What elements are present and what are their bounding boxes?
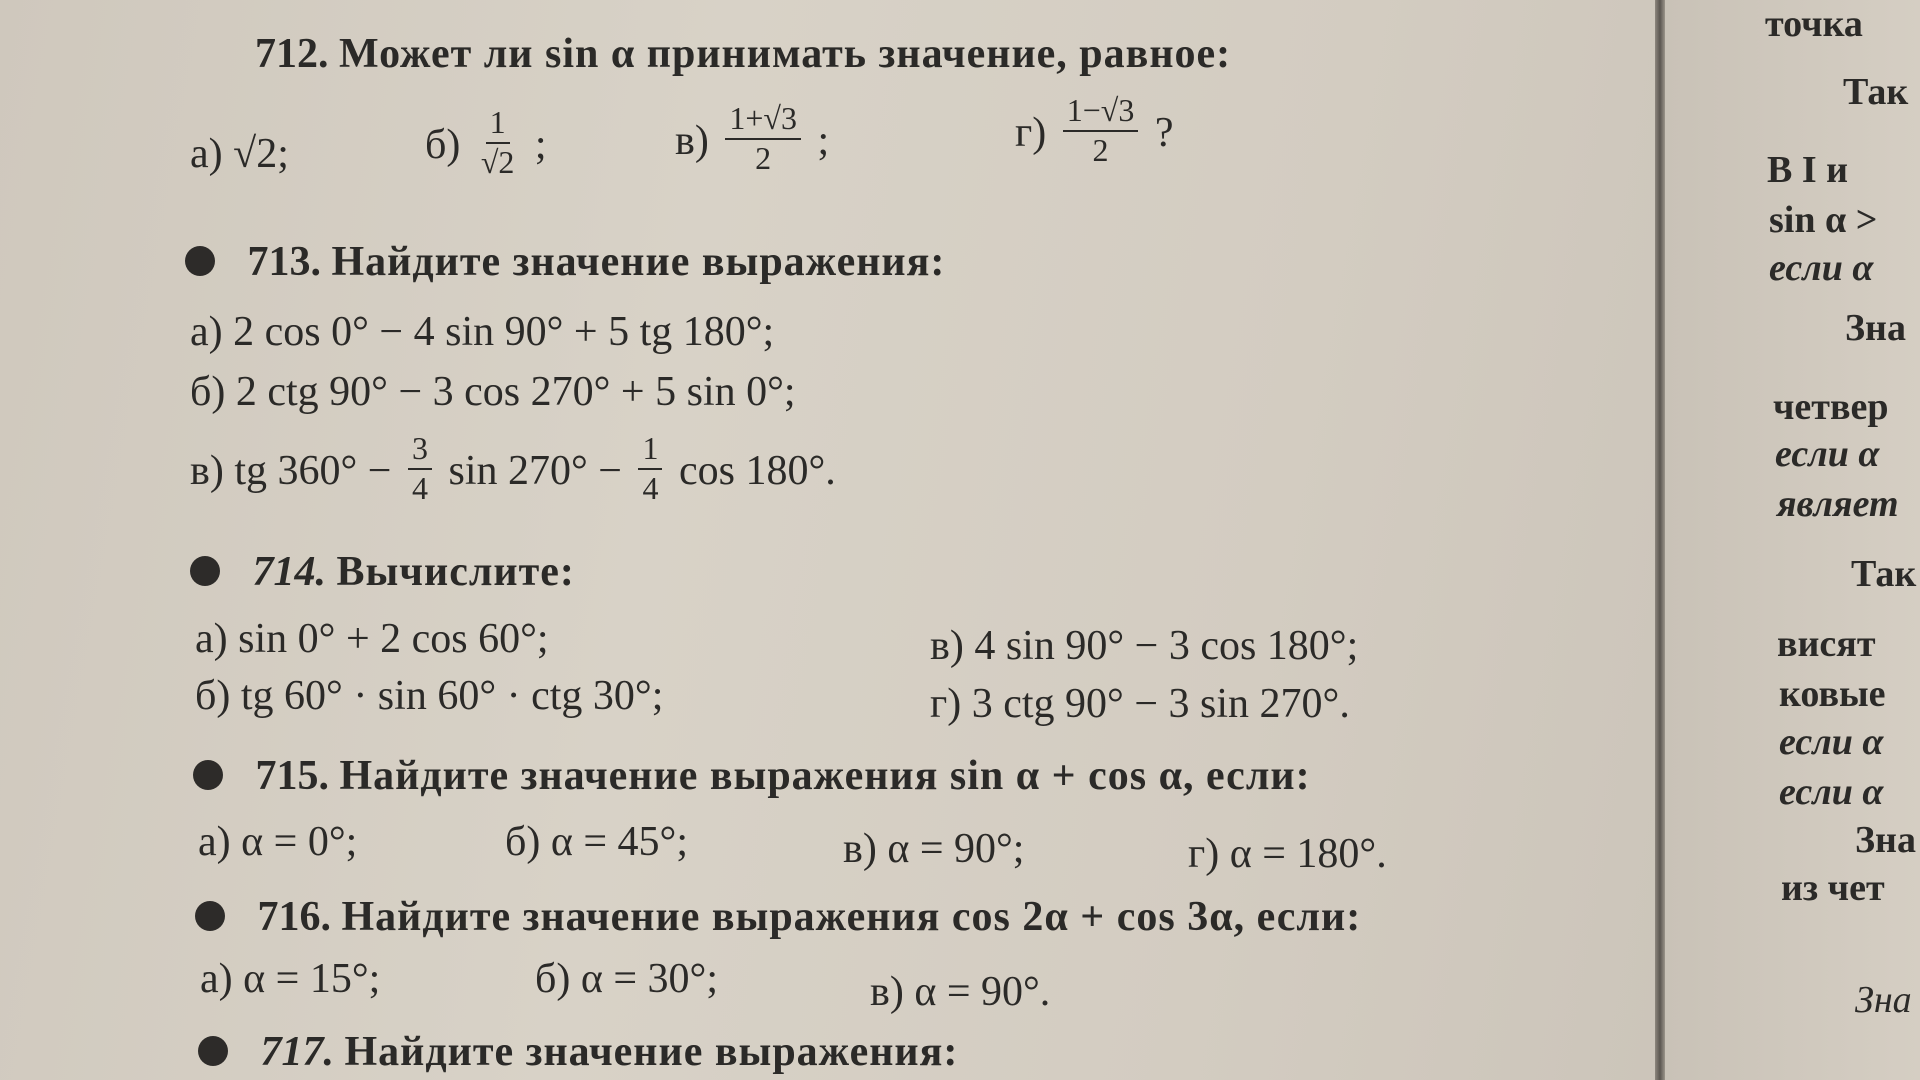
problem-714-g: г) 3 ctg 90° − 3 sin 270°. <box>930 681 1350 727</box>
problem-714-a: а) sin 0° + 2 cos 60°; <box>195 616 549 662</box>
problem-712-option-g: г) $\frac{1-√3}{2}$ ? <box>1015 92 1174 168</box>
right-line: sin α > <box>1769 199 1878 241</box>
problem-715-heading <box>193 752 1311 800</box>
problem-715-title: Найдите значение выражения sin α + cos α, если: <box>339 753 1311 799</box>
right-line: Так <box>1851 553 1917 595</box>
problem-715-number: 715. <box>255 753 329 799</box>
bullet-icon <box>193 760 223 790</box>
right-line: если α <box>1779 721 1884 763</box>
problem-712-heading <box>255 30 1231 78</box>
problem-712-option-b: б) $\frac{1}{√2}$ ; <box>425 104 547 180</box>
bullet-icon <box>198 1036 228 1066</box>
fraction: $\frac{3}{4}$ <box>408 432 432 505</box>
problem-713-b: б) 2 ctg 90° − 3 cos 270° + 5 sin 0°; <box>190 369 796 415</box>
right-line: ковые <box>1779 673 1886 715</box>
problem-713-title: Найдите значение выражения: <box>331 239 946 285</box>
problem-716-a: а) α = 15°; <box>200 956 381 1002</box>
right-line: висят <box>1777 623 1876 665</box>
problem-717-number: 717. <box>260 1029 334 1075</box>
problem-715-v: в) α = 90°; <box>843 826 1025 872</box>
problem-716-b: б) α = 30°; <box>535 956 719 1002</box>
right-line: из чет <box>1781 867 1885 909</box>
bullet-icon <box>185 246 215 276</box>
problem-713-a: а) 2 cos 0° − 4 sin 90° + 5 tg 180°; <box>190 309 775 355</box>
fraction: $\frac{1}{4}$ <box>638 432 662 505</box>
bullet-icon <box>190 556 220 586</box>
problem-715-a: а) α = 0°; <box>198 819 358 865</box>
problem-714-v: в) 4 sin 90° − 3 cos 180°; <box>930 623 1359 669</box>
right-line: если α <box>1779 771 1884 813</box>
right-line: если α <box>1775 433 1880 475</box>
right-line: Зна <box>1845 307 1906 349</box>
right-line: четвер <box>1773 386 1889 428</box>
problem-716-heading <box>195 893 1361 941</box>
problem-716-title: Найдите значение выражения cos 2α + cos 3α, если: <box>341 894 1362 940</box>
problem-715-g: г) α = 180°. <box>1188 831 1387 877</box>
problem-712-option-v: в) $\frac{1+√3}{2}$ ; <box>675 100 830 176</box>
problem-713-heading <box>185 238 945 286</box>
right-line: если α <box>1769 247 1874 289</box>
problem-714-title: Вычислите: <box>336 549 575 595</box>
right-line: являет <box>1777 483 1899 525</box>
bullet-icon <box>195 901 225 931</box>
problem-716-number: 716. <box>257 894 331 940</box>
problem-713-v: в) tg 360° − $\frac{3}{4}$ sin 270° − $\frac{1}{4}$ cos 180°. <box>190 430 836 506</box>
right-page <box>1665 0 1920 1080</box>
problem-717-title: Найдите значение выражения: <box>344 1029 959 1075</box>
fraction: $\frac{1}{√2}$ <box>480 104 515 180</box>
problem-714-heading <box>190 548 575 596</box>
problem-714-b: б) tg 60° · sin 60° · ctg 30°; <box>195 673 664 719</box>
right-line: Так <box>1843 71 1909 113</box>
right-line: Зна <box>1855 819 1916 861</box>
book-gutter <box>1655 0 1665 1080</box>
problem-714-number: 714. <box>252 549 326 595</box>
problem-717-heading <box>198 1028 958 1076</box>
right-line: Зна <box>1855 979 1912 1021</box>
problem-712-title: Может ли sin α принимать значение, равное: <box>339 31 1232 77</box>
problem-712-number: 712. <box>255 31 329 77</box>
problem-715-b: б) α = 45°; <box>505 819 689 865</box>
fraction: $\frac{1-√3}{2}$ <box>1063 94 1139 167</box>
fraction: $\frac{1+√3}{2}$ <box>725 102 801 175</box>
problem-716-v: в) α = 90°. <box>870 969 1051 1015</box>
right-line: В I и <box>1767 149 1849 191</box>
right-line: точка <box>1765 3 1863 45</box>
problem-712-option-a: а) √2; <box>190 131 289 177</box>
problem-713-number: 713. <box>247 239 321 285</box>
